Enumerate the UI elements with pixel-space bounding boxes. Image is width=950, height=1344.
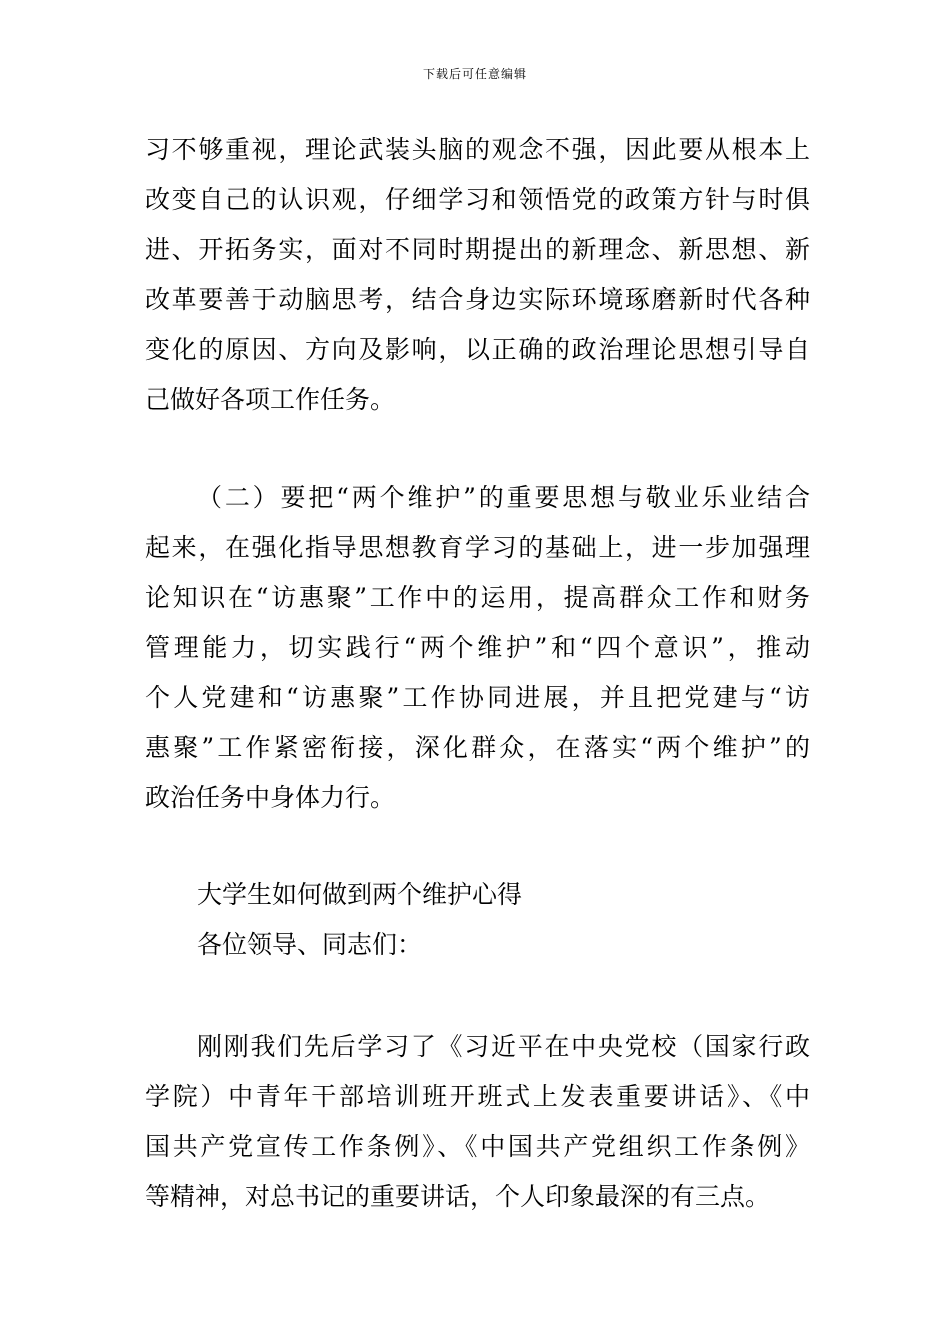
text-line: 国共产党宣传工作条例》、《中国共产党组织工作条例》 — [145, 1132, 810, 1161]
text-line: 管理能力，切实践行“两个维护”和“四个意识”，推动 — [145, 633, 810, 662]
salutation: 各位领导、同志们： — [197, 930, 423, 959]
text-line: 改革要善于动脑思考，结合身边实际环境琢磨新时代各种 — [145, 285, 810, 314]
text-line: 等精神，对总书记的重要讲话，个人印象最深的有三点。 — [145, 1182, 771, 1211]
heading-title: 大学生如何做到两个维护心得 — [197, 880, 523, 909]
text-line: 刚刚我们先后学习了《习近平在中央党校（国家行政 — [197, 1032, 810, 1061]
text-line: 己做好各项工作任务。 — [145, 385, 396, 414]
text-line: 改变自己的认识观，仔细学习和领悟党的政策方针与时俱 — [145, 185, 810, 214]
text-line: 惠聚”工作紧密衔接，深化群众，在落实“两个维护”的 — [145, 733, 810, 762]
text-line: （二）要把“两个维护”的重要思想与敬业乐业结合 — [197, 483, 810, 512]
page-header: 下载后可任意编辑 — [422, 67, 527, 81]
text-line: 政治任务中身体力行。 — [145, 783, 396, 812]
text-line: 习不够重视，理论武装头脑的观念不强，因此要从根本上 — [145, 135, 810, 164]
paragraph-2 — [145, 473, 810, 823]
text-line: 个人党建和“访惠聚”工作协同进展，并且把党建与“访 — [145, 683, 810, 712]
paragraph-3 — [145, 1022, 810, 1222]
text-line: 起来，在强化指导思想教育学习的基础上，进一步加强理 — [145, 533, 810, 562]
text-line: 论知识在“访惠聚”工作中的运用，提高群众工作和财务 — [145, 583, 810, 612]
section-heading — [145, 870, 810, 970]
text-line: 学院）中青年干部培训班开班式上发表重要讲话》、《中 — [145, 1082, 810, 1111]
text-line: 进、开拓务实，面对不同时期提出的新理念、新思想、新 — [145, 235, 810, 264]
text-line: 变化的原因、方向及影响，以正确的政治理论思想引导自 — [145, 335, 810, 364]
paragraph-1 — [145, 125, 810, 425]
